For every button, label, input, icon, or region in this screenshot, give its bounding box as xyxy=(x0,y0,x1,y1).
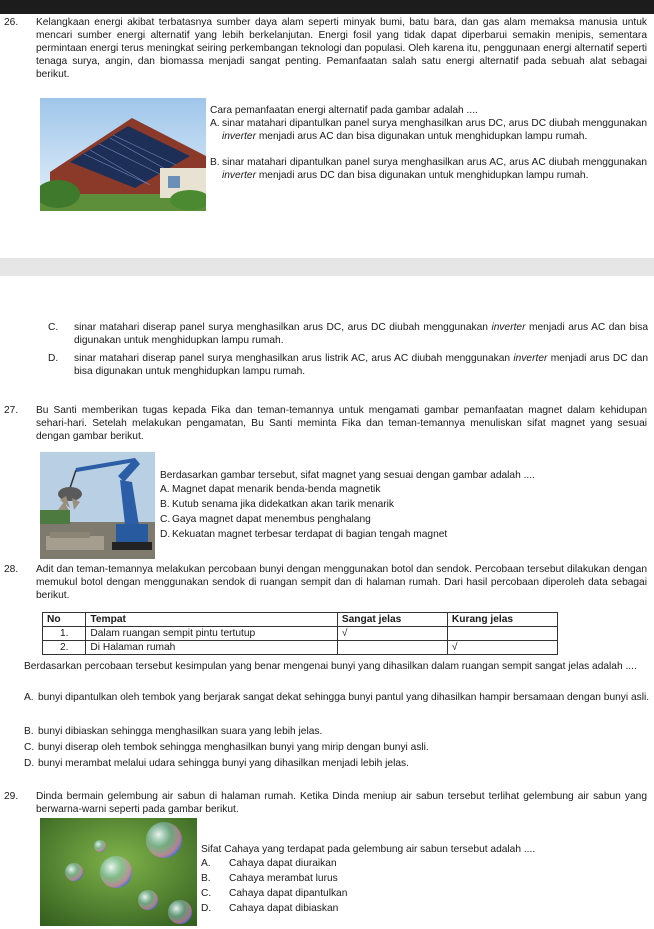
q29-option-a[interactable]: A. Cahaya dapat diuraikan xyxy=(201,858,337,869)
table-row xyxy=(43,627,558,641)
q28-option-c[interactable]: C. bunyi diserap oleh tembok sehingga menghasilkan bunyi yang mirip dengan bunyi asli. xyxy=(24,742,429,753)
crane-magnet-photo xyxy=(40,452,155,559)
question-29 xyxy=(4,790,647,818)
experiment-table xyxy=(42,612,558,655)
table-cell xyxy=(337,641,447,655)
soap-bubbles-photo xyxy=(40,818,197,926)
table-header: Tempat xyxy=(86,613,337,627)
q28-question: Berdasarkan percobaan tersebut kesimpulan yang benar mengenai bunyi yang dihasilkan dalam ruangan sempit sangat jelas adalah .... xyxy=(24,661,637,672)
question-28 xyxy=(4,563,647,605)
table-row xyxy=(43,641,558,655)
q28-option-d[interactable]: D. bunyi merambat melalui udara sehingga bunyi yang dihasilkan menjadi lebih jelas. xyxy=(24,758,409,769)
q27-question: Berdasarkan gambar tersebut, sifat magnet yang sesuai dengan gambar adalah .... xyxy=(160,470,535,481)
q28-option-b[interactable]: B. bunyi dibiaskan sehingga menghasilkan suara yang lebih jelas. xyxy=(24,726,323,737)
q28-option-a[interactable]: A. bunyi dipantulkan oleh tembok yang berjarak sangat dekat sehingga bunyi pantul yang dihasilkan hampir bersamaan dengan bunyi asli. xyxy=(24,692,650,703)
top-bar xyxy=(0,0,654,14)
question-26 xyxy=(4,16,647,106)
q26-question: Cara pemanfaatan energi alternatif pada gambar adalah .... xyxy=(210,105,478,116)
table-header-row xyxy=(43,613,558,627)
q26-option-a[interactable]: A. sinar matahari dipantulkan panel surya menghasilkan arus DC, arus DC diubah menggunakan inverter menjadi arus AC dan bisa digunakan untuk menghidupkan lampu rumah. xyxy=(210,118,647,143)
table-cell: Dalam ruangan sempit pintu tertutup xyxy=(86,627,337,641)
q29-question: Sifat Cahaya yang terdapat pada gelembung air sabun tersebut adalah .... xyxy=(201,844,536,855)
question-stem: Bu Santi memberikan tugas kepada Fika dan teman-temannya untuk mengamati gambar pemanfaatan magnet dalam kehidupan sehari-hari. Setelah melakukan pengamatan, Bu Santi meminta Fika dan teman-temannya menuliskan sifat magnet yang sesuai dengan gambar berikut. xyxy=(36,405,647,443)
q26-option-d[interactable]: D. sinar matahari diserap panel surya menghasilkan arus listrik AC, arus AC diubah menggunakan inverter menjadi arus DC dan bisa digunakan untuk menghidupkan lampu rumah. xyxy=(48,353,648,378)
table-cell: 2. xyxy=(43,641,86,655)
question-number: 29. xyxy=(4,791,19,802)
table-cell: √ xyxy=(337,627,447,641)
q29-option-b[interactable]: B. Cahaya merambat lurus xyxy=(201,873,338,884)
page-gap xyxy=(0,258,654,276)
q29-option-c[interactable]: C. Cahaya dapat dipantulkan xyxy=(201,888,348,899)
solar-panel-house-photo xyxy=(40,98,206,211)
q27-option-b[interactable]: B. Kutub senama jika didekatkan akan tarik menarik xyxy=(160,499,394,510)
question-number: 28. xyxy=(4,564,19,575)
table-header: Sangat jelas xyxy=(337,613,447,627)
table-cell: √ xyxy=(447,641,557,655)
question-number: 26. xyxy=(4,17,19,28)
question-number: 27. xyxy=(4,405,19,416)
q27-option-a[interactable]: A. Magnet dapat menarik benda-benda magnetik xyxy=(160,484,381,495)
question-stem: Kelangkaan energi akibat terbatasnya sumber daya alam seperti minyak bumi, batu bara, dan gas alam memaksa manusia untuk mencari sumber energi alternatif yang lebih berkelanjutan. Energi fosil yang tidak dapat diperbarui semakin menipis, sementara permintaan energi terus meningkat seiring perkembangan teknologi dan populasi. Oleh karena itu, penggunaan energi alternatif seperti tenaga surya, angin, dan biomassa menjadi sangat penting. Pemanfaatan salah satu energi alternatif pada sebuah alat sebagai berikut. xyxy=(36,17,647,81)
q27-option-c[interactable]: C. Gaya magnet dapat menembus penghalang xyxy=(160,514,371,525)
q26-option-b[interactable]: B. sinar matahari dipantulkan panel surya menghasilkan arus AC, arus AC diubah menggunakan inverter menjadi arus DC dan bisa digunakan untuk menghidupkan lampu rumah. xyxy=(210,157,647,182)
question-stem: Adit dan teman-temannya melakukan percobaan bunyi dengan menggunakan botol dan sendok. Percobaan tersebut dilakukan dengan memukul botol dengan menggunakan sendok di ruangan sempit dan di halaman rumah. Dari hasil percobaan diperoleh data sebagai berikut. xyxy=(36,564,647,602)
q27-option-d[interactable]: D. Kekuatan magnet terbesar terdapat di bagian tengah magnet xyxy=(160,529,448,540)
q26-option-c[interactable]: C. sinar matahari diserap panel surya menghasilkan arus DC, arus DC diubah menggunakan inverter menjadi arus AC dan bisa digunakan untuk menghidupkan lampu rumah. xyxy=(48,322,649,347)
q29-option-d[interactable]: D. Cahaya dapat dibiaskan xyxy=(201,903,339,914)
question-27 xyxy=(4,404,647,446)
table-header: No xyxy=(43,613,86,627)
table-cell: Di Halaman rumah xyxy=(86,641,337,655)
table-cell xyxy=(447,627,557,641)
question-stem: Dinda bermain gelembung air sabun di halaman rumah. Ketika Dinda meniup air sabun tersebut terlihat gelembung air sabun yang berwarna-warni seperti pada gambar berikut. xyxy=(36,791,647,816)
table-header: Kurang jelas xyxy=(447,613,557,627)
table-cell: 1. xyxy=(43,627,86,641)
